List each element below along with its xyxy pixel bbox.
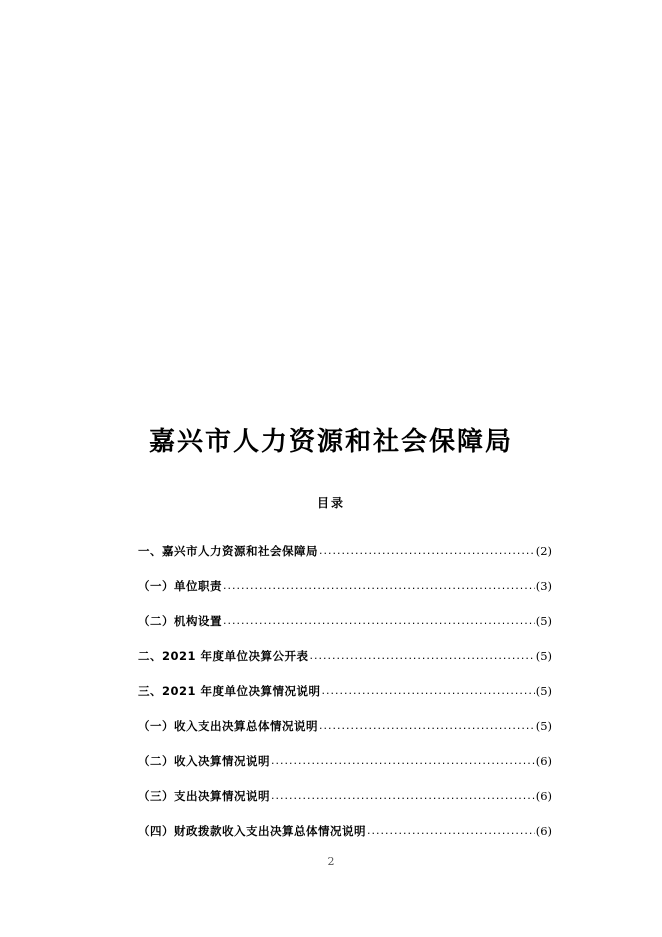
toc-leader-dots [310, 647, 535, 665]
toc-entry-page: (5) [535, 649, 552, 663]
toc-entry-page: (5) [535, 614, 552, 628]
toc-entry-7[interactable] [138, 752, 552, 787]
toc-entry-6[interactable] [138, 717, 552, 752]
toc-leader-dots [319, 542, 535, 560]
toc-leader-dots [367, 822, 535, 840]
toc-entry-8[interactable] [138, 787, 552, 822]
toc-leader-dots [223, 612, 535, 630]
toc-leader-dots [322, 682, 535, 700]
toc-entry-4[interactable] [138, 647, 552, 682]
toc-entry-page: (6) [535, 754, 552, 768]
document-title: 嘉兴市人力资源和社会保障局 [148, 427, 513, 457]
toc-entry-label: （三）支出决算情况说明 [138, 789, 270, 803]
toc-entry-label: （二）机构设置 [138, 614, 222, 628]
toc-entry-label: 三、2021 年度单位决算情况说明 [138, 684, 321, 698]
toc-entry-1[interactable] [138, 542, 552, 577]
toc-entry-page: (3) [535, 579, 552, 593]
table-of-contents [138, 542, 552, 857]
toc-leader-dots [319, 717, 535, 735]
toc-heading: 目录 [316, 496, 345, 510]
toc-entry-label: 一、嘉兴市人力资源和社会保障局 [138, 544, 318, 558]
toc-entry-label: （二）收入决算情况说明 [138, 754, 270, 768]
toc-entry-label: 二、2021 年度单位决算公开表 [138, 649, 309, 663]
toc-entry-page: (6) [535, 824, 552, 838]
toc-entry-page: (2) [535, 544, 552, 558]
toc-entry-page: (5) [535, 719, 552, 733]
toc-entry-label: （四）财政拨款收入支出决算总体情况说明 [138, 824, 366, 838]
toc-leader-dots [223, 577, 535, 595]
toc-entry-label: （一）收入支出决算总体情况说明 [138, 719, 318, 733]
toc-leader-dots [271, 787, 535, 805]
toc-entry-9[interactable] [138, 822, 552, 857]
toc-entry-page: (5) [535, 684, 552, 698]
page-number: 2 [327, 855, 335, 868]
toc-entry-label: （一）单位职责 [138, 579, 222, 593]
toc-entry-page: (6) [535, 789, 552, 803]
toc-entry-2[interactable] [138, 577, 552, 612]
toc-entry-5[interactable] [138, 682, 552, 717]
toc-leader-dots [271, 752, 535, 770]
toc-entry-3[interactable] [138, 612, 552, 647]
